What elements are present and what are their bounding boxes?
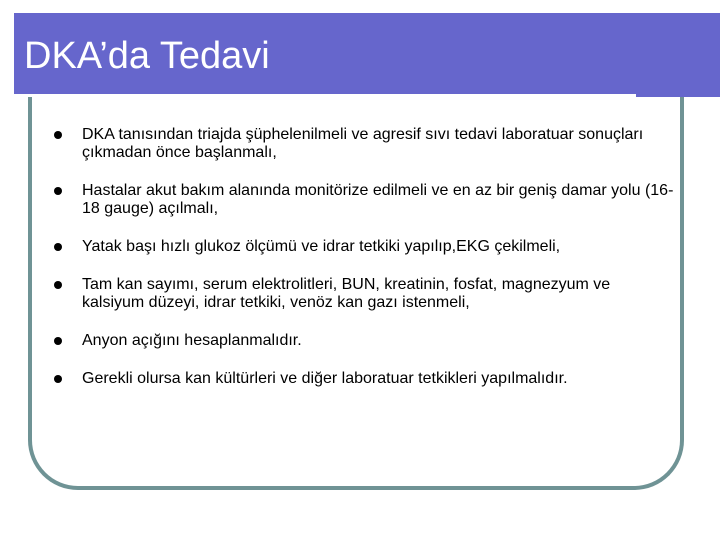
bullet-text: Yatak başı hızlı glukoz ölçümü ve idrar tetkiki yapılıp,EKG çekilmeli, [82, 238, 561, 255]
bullet-dot-icon [54, 131, 62, 139]
bullet-item [54, 182, 674, 218]
bullet-list [54, 126, 674, 408]
bullet-item [54, 126, 674, 162]
bullet-item [54, 276, 674, 312]
bullet-dot-icon [54, 187, 62, 195]
bullet-item [54, 238, 674, 256]
bullet-text: DKA tanısından triajda şüphelenilmeli ve agresif sıvı tedavi laboratuar sonuçları çıkmadan önce başlanmalı, [82, 126, 644, 161]
bullet-text: Anyon açığını hesaplanmalıdır. [82, 332, 302, 349]
bullet-text: Tam kan sayımı, serum elektrolitleri, BUN, kreatinin, fosfat, magnezyum ve kalsiyum düzeyi, idrar tetkiki, venöz kan gazı istenmeli, [82, 276, 611, 311]
bullet-dot-icon [54, 243, 62, 251]
bullet-item [54, 370, 674, 388]
bullet-dot-icon [54, 375, 62, 383]
bullet-text: Hastalar akut bakım alanında monitörize edilmeli ve en az bir geniş damar yolu (16-18 gauge) açılmalı, [82, 182, 674, 217]
bullet-text: Gerekli olursa kan kültürleri ve diğer laboratuar tetkikleri yapılmalıdır. [82, 370, 568, 387]
bullet-dot-icon [54, 281, 62, 289]
bullet-item [54, 332, 674, 350]
bullet-dot-icon [54, 337, 62, 345]
slide-title: DKA’da Tedavi [24, 35, 270, 77]
